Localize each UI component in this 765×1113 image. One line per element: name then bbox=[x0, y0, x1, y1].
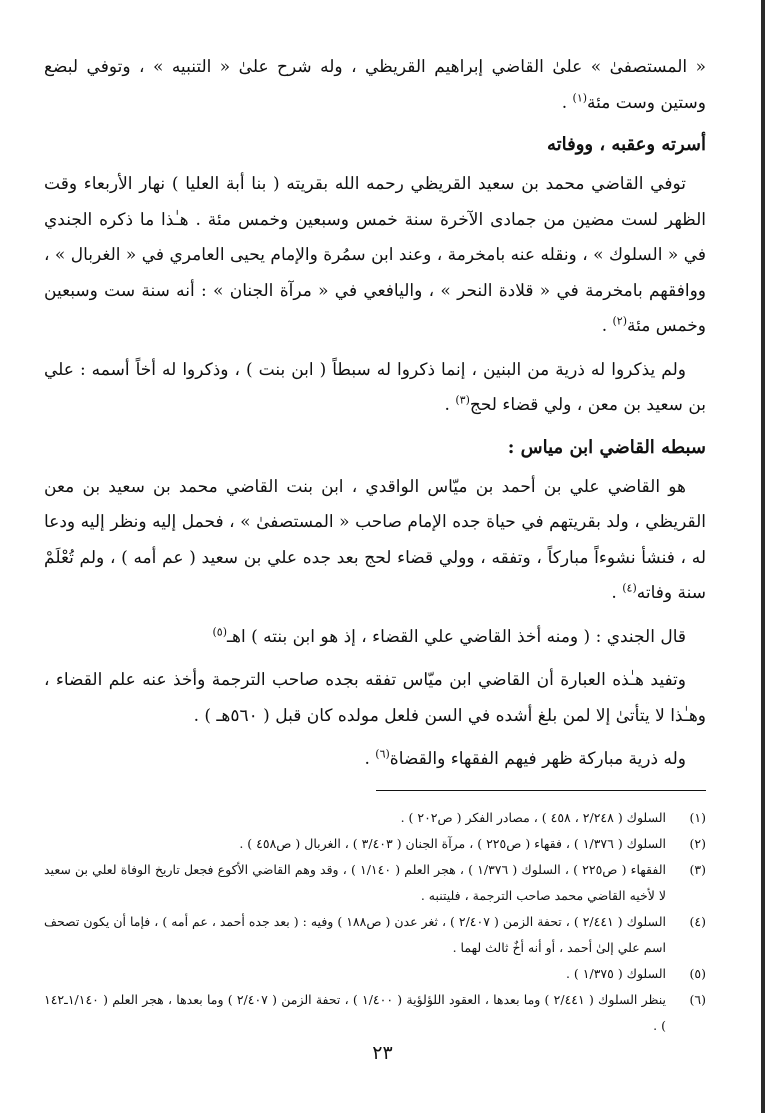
paragraph-jundi-quote: قال الجندي : ( ومنه أخذ القاضي علي القضاء ، إذ هو ابن بنته ) اهـ$^{(٥)}$ bbox=[212, 624, 686, 647]
footnote-ref: (٢) bbox=[612, 314, 628, 328]
footnote-ref: (٣) bbox=[455, 393, 470, 407]
footnote-number: (٤) bbox=[689, 913, 706, 929]
page-edge bbox=[761, 0, 765, 1113]
footnote-text: السلوك ( ٢/٢٤٨ ، ٤٥٨ ) ، مصادر الفكر ( ص٢٠٢ ) . bbox=[400, 809, 666, 825]
paragraph-grandson-bio: هو القاضي علي بن أحمد بن ميّاس الواقدي ، ابن بنت القاضي محمد بن سعيد بن معن القريظي ، ولد بقريتهم في حياة جده الإمام صاحب « المستصفىٰ » ، فحمل إليه ونظر إليه ودعا له ، فنشأ نشوءاً مباركاً ، وتفقه ، وولي قضاء لحج بعد جده علي بن سعيد ( عم أمه ) ، ولم تُعْلَمْ سنة وفاته$^{(٤)}$ . bbox=[44, 476, 706, 603]
paragraph-death: توفي القاضي محمد بن سعيد القريظي رحمه الله بقريته ( بنا أبة العليا ) نهار الأربعاء وقت الظهر لست مضين من جمادى الآخرة سنة خمس وسبعين وخمس مئة . هـٰذا ما ذكره الجندي في « السلوك » ، ونقله عنه بامخرمة ، وعند ابن سمُرة والإمام يحيى العامري في « الغربال » ، ووافقهم بامخرمة في « قلادة النحر » ، واليافعي في « مرآة الجنان » : أنه سنة ست وسبعين وخمس مئة$^{(٢)}$ . bbox=[44, 174, 706, 336]
footnote-text: السلوك ( ١/٣٧٥ ) . bbox=[565, 965, 666, 981]
footnotes bbox=[44, 805, 706, 1039]
footnote-item bbox=[44, 961, 706, 987]
footnote-ref: (١) bbox=[572, 90, 588, 104]
paragraph-intro: « المستصفىٰ » علىٰ القاضي إبراهيم القريظي ، وله شرح علىٰ « التنبيه » ، وتوفي لبضع وستين وست مئة$^{(١)}$ . bbox=[44, 57, 706, 113]
footnote-text: ينظر السلوك ( ٢/٤٤١ ) وما بعدها ، العقود اللؤلؤية ( ١/٤٠٠ ) ، تحفة الزمن ( ٢/٤٠٧ ) وما بعدها ، هجر العلم ( ١/١٤٠ـ١٤٢ ) . bbox=[44, 991, 667, 1033]
footnote-item bbox=[44, 831, 706, 857]
footnote-text: السلوك ( ١/٣٧٦ ) ، فقهاء ( ص٢٢٥ ) ، مرآة الجنان ( ٣/٤٠٣ ) ، الغربال ( ص٤٥٨ ) . bbox=[239, 835, 666, 851]
footnote-number: (١) bbox=[689, 809, 706, 825]
paragraph-offspring: وله ذرية مباركة ظهر فيهم الفقهاء والقضاة$^{(٦)}$ . bbox=[364, 747, 686, 769]
footnote-item bbox=[44, 857, 706, 909]
footnote-text: الفقهاء ( ص٢٢٥ ) ، السلوك ( ١/٣٧٦ ) ، هجر العلم ( ١/١٤٠ ) ، وقد وهم القاضي الأكوع فجعل تاريخ الوفاة لعلي بن سعيد لا لأخيه القاضي محمد صاحب الترجمة ، فليتنبه . bbox=[44, 861, 666, 903]
section-heading-family: أسرته وعقبه ، ووفاته bbox=[546, 134, 706, 155]
section-heading-grandson: سبطه القاضي ابن مياس : bbox=[507, 436, 706, 458]
footnote-item bbox=[44, 805, 706, 831]
footnote-divider bbox=[376, 790, 706, 791]
page-content bbox=[44, 50, 706, 1039]
footnote-text: السلوك ( ٢/٤٤١ ) ، تحفة الزمن ( ٢/٤٠٧ ) ، ثغر عدن ( ص١٨٨ ) وفيه : ( بعد جده أحمد ، عم أمه ) ، فإما أن يكون تصحف اسم علي إلىٰ أحمد ، أو أنه أخٌ ثالث لهما . bbox=[44, 913, 666, 955]
paragraph-inference: وتفيد هـٰذه العبارة أن القاضي ابن ميّاس تفقه بجده صاحب الترجمة وأخذ عنه علم القضاء ، وهـٰذا لا يتأتىٰ إلا لمن بلغ أشده في السن فلعل مولده كان قبل ( ٥٦٠هـ ) . bbox=[44, 670, 706, 726]
footnote-ref: (٥) bbox=[212, 624, 227, 638]
footnote-number: (٢) bbox=[689, 835, 706, 851]
footnote-item bbox=[44, 909, 706, 961]
footnote-ref: (٤) bbox=[622, 581, 637, 595]
footnote-ref: (٦) bbox=[375, 747, 390, 761]
footnote-number: (٣) bbox=[689, 861, 706, 877]
footnote-number: (٥) bbox=[689, 965, 706, 981]
paragraph-descendants: ولم يذكروا له ذرية من البنين ، إنما ذكروا له سبطاً ( ابن بنت ) ، وذكروا له أخاً أسمه : علي بن سعيد بن معن ، ولي قضاء لحج$^{(٣)}$ . bbox=[44, 359, 706, 415]
footnote-item bbox=[44, 987, 706, 1039]
footnote-number: (٦) bbox=[689, 991, 706, 1007]
page-number: ٢٣ bbox=[372, 1042, 393, 1064]
